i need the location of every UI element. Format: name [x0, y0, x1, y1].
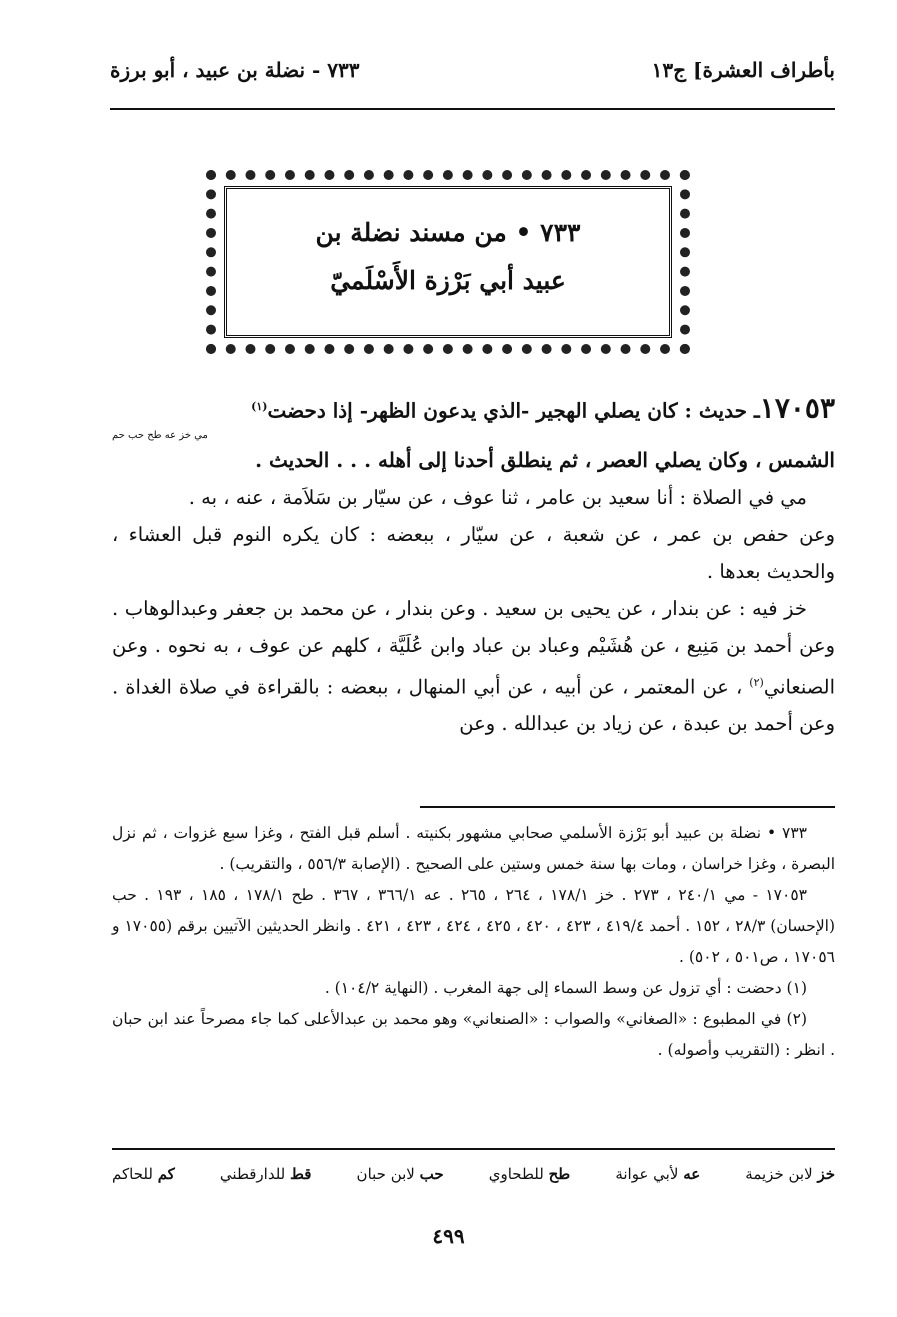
paragraph-ibn-khuzayma	[112, 590, 835, 743]
footnote-ref-2: (٢)	[749, 675, 764, 689]
main-text	[112, 388, 835, 742]
hadith-heading	[112, 388, 835, 430]
hadith-head-text: ـ حديث : كان يصلي الهجير -الذي يدعون الظهر- إذا دحضت	[267, 398, 760, 423]
footnotes	[112, 818, 835, 1066]
paragraph-darimi: مي في الصلاة : أنا سعيد بن عامر ، ثنا عوف ، عن سيّار بن سَلاَمة ، عنه ، به .	[188, 485, 807, 509]
section-title-frame	[206, 170, 690, 354]
legend-item: طح للطحاوي	[488, 1165, 571, 1183]
section-title-line2: عبيد أبي بَرْزة الأَسْلَميّ	[330, 266, 566, 295]
section-title-line1: ٧٣٣ • من مسند نضلة بن	[315, 218, 581, 247]
paragraph-hafs: وعن حفص بن عمر ، عن شعبة ، عن سيّار ، ببعضه : كان يكره النوم قبل العشاء ، والحديث بعدها .	[112, 522, 835, 583]
page-number: ٤٩٩	[432, 1224, 465, 1248]
paragraph-text-a: خز فيه : عن بندار ، عن يحيى بن سعيد . وعن بندار ، عن محمد بن جعفر وعبدالوهاب . وعن أحمد بن مَنِيع ، عن هُشَيْم وعباد بن عباد وابن عُلَيَّة ، كلهم عن عوف ، به نحوه . وعن الصنعاني	[112, 596, 835, 699]
header-rule	[110, 108, 835, 110]
paragraph-text-b: ، عن المعتمر ، عن أبيه ، عن أبي المنهال ، ببعضه : بالقراءة في صلاة الغداة . وعن أحمد بن عبدة ، عن زياد بن عبدالله . وعن	[112, 675, 835, 736]
source-sigla: مي خز عه طح حب حم	[112, 429, 208, 441]
bottom-rule	[112, 1148, 835, 1150]
inner-border	[224, 186, 672, 338]
legend-item: عه لأبي عوانة	[615, 1165, 701, 1183]
footnote-1: (١) دحضت : أي تزول عن وسط السماء إلى جهة المغرب . (النهاية ١٠٤/٢) .	[324, 979, 807, 997]
legend-item: خز لابن خزيمة	[745, 1165, 835, 1183]
header-section-title: ٧٣٣ - نضلة بن عبيد ، أبو برزة	[110, 58, 360, 82]
hadith-text-line2: الشمس ، وكان يصلي العصر ، ثم ينطلق أحدنا إلى أهله . . . الحديث .	[255, 447, 835, 472]
legend-item: قط للدارقطني	[219, 1165, 312, 1183]
legend-item: كم للحاكم	[112, 1165, 175, 1183]
hadith-number: ١٧٠٥٣	[759, 391, 835, 425]
footnote-ref-1: (١)	[251, 400, 268, 413]
footnote-rule	[420, 806, 835, 808]
header-book-title: بأطراف العشرة] ج١٣	[651, 58, 835, 82]
running-header	[110, 58, 835, 92]
abbreviation-legend	[112, 1165, 835, 1183]
footnote-biography: ٧٣٣ • نضلة بن عبيد أبو بَرْزة الأسلمي صحابي مشهور بكنيته . أسلم قبل الفتح ، وغزا سبع غزوات ، ثم نزل البصرة ، وغزا خراسان ، ومات بها سنة خمس وستين على الصحيح . (الإصابة ٥٥٦/٣ ، والتقريب) .	[112, 824, 835, 873]
legend-item: حب لابن حبان	[356, 1165, 444, 1183]
footnote-references: ١٧٠٥٣ - مي ٢٤٠/١ ، ٢٧٣ . خز ١٧٨/١ ، ٢٦٤ ، ٢٦٥ . عه ٣٦٦/١ ، ٣٦٧ . طح ١٧٨/١ ، ١٨٥ ، ١٩٣ . حب (الإحسان) ٢٨/٣ ، ١٥٢ . أحمد ٤١٩/٤ ، ٤٢٣ ، ٤٢٠ ، ٤٢٥ ، ٤٢٤ ، ٤٢٣ ، ٤٢١ . وانظر الحديثين الآتيين برقم (١٧٠٥٥ و ١٧٠٥٦ ، ص٥٠١ ، ٥٠٢) .	[112, 886, 836, 966]
footnote-2: (٢) في المطبوع : «الصغاني» والصواب : «الصنعاني» وهو محمد بن عبدالأعلى كما جاء مصرحاً عند ابن حبان . انظر : (التقريب وأصوله) .	[112, 1010, 835, 1059]
